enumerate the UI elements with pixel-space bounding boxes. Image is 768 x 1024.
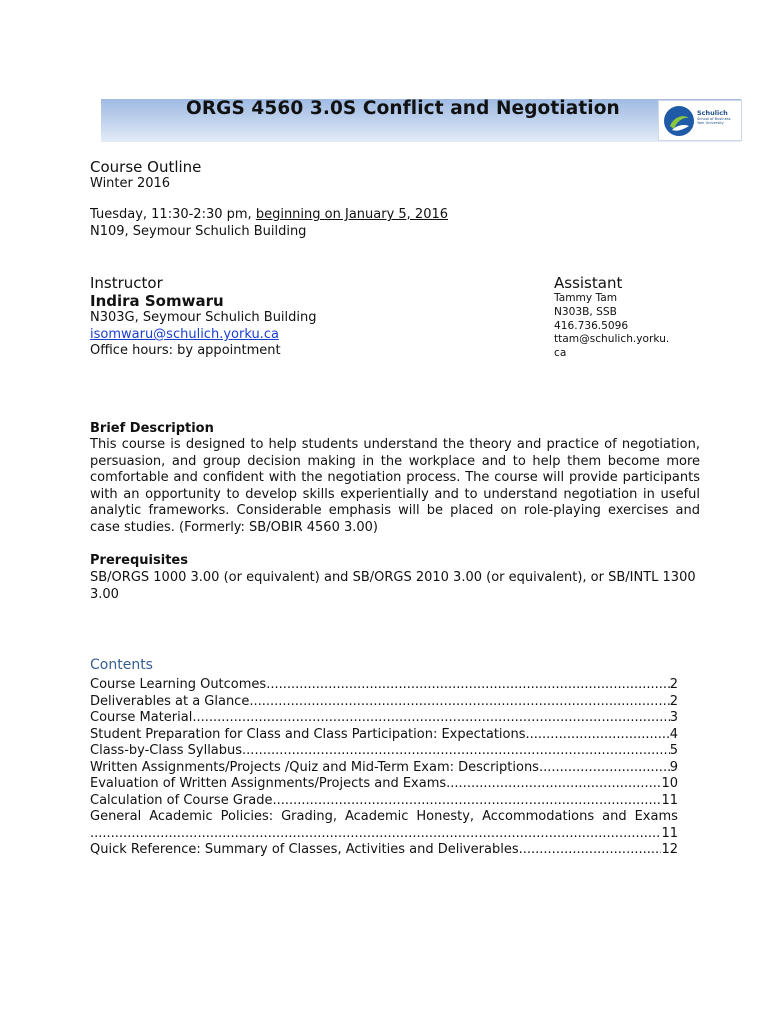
course-term: Winter 2016 xyxy=(90,176,171,191)
toc-item[interactable]: Student Preparation for Class and Class Participation: Expectations ..... 4 xyxy=(90,727,678,744)
assistant-heading: Assistant xyxy=(554,274,623,292)
course-title: ORGS 4560 3.0S Conflict and Negotiation xyxy=(186,98,620,119)
description-heading: Brief Description xyxy=(90,421,214,436)
schedule-prefix: Tuesday, 11:30-2:30 pm, xyxy=(90,207,256,222)
assistant-email-line1: ttam@schulich.yorku. xyxy=(554,333,670,346)
prerequisites-text: SB/ORGS 1000 3.00 (or equivalent) and SB/ORGS 2010 3.00 (or equivalent), or SB/INTL 1300 3.00 xyxy=(90,570,696,602)
instructor-heading: Instructor xyxy=(90,274,163,292)
assistant-email-line2: ca xyxy=(554,347,567,360)
toc-item[interactable]: Calculation of Course Grade ..... 11 xyxy=(90,793,678,810)
instructor-hours: Office hours: by appointment xyxy=(90,343,281,358)
assistant-details xyxy=(554,292,684,361)
course-room: N109, Seymour Schulich Building xyxy=(90,224,307,239)
logo-name: Schulich xyxy=(697,109,728,117)
schedule-start: beginning on January 5, 2016 xyxy=(255,207,449,222)
toc-item[interactable]: Quick Reference: Summary of Classes, Activities and Deliverables ..... 12 xyxy=(90,842,678,859)
logo-sub-university: York University xyxy=(697,121,724,126)
contents-heading: Contents xyxy=(90,657,153,673)
schulich-swoosh-icon xyxy=(662,104,696,138)
schulich-logo xyxy=(658,100,742,141)
logo-sub-school: School of Business xyxy=(697,116,731,121)
table-of-contents xyxy=(90,677,678,859)
toc-item[interactable]: Evaluation of Written Assignments/Projects and Exams ..... 10 xyxy=(90,776,678,793)
toc-item[interactable]: Deliverables at a Glance ..... 2 xyxy=(90,694,678,711)
toc-item[interactable]: Written Assignments/Projects /Quiz and Mid-Term Exam: Descriptions ..... 9 xyxy=(90,760,678,777)
assistant-phone: 416.736.5096 xyxy=(554,319,629,332)
assistant-name: Tammy Tam xyxy=(554,292,618,304)
assistant-office: N303B, SSB xyxy=(554,305,617,318)
description-text: This course is designed to help students understand the theory and practice of negotiation, persuasion, and group decision making in the workplace and to help them become more comfortable and confident with the negotiation process. The course will provide participants with an opportunity to develop skills experientially and to understand negotiation in useful analytic frameworks. Considerable emphasis will be placed on role-playing exercises and case studies. (Formerly: SB/OBIR 4560 3.00) xyxy=(90,437,700,535)
toc-item[interactable]: Course Material ..... 3 xyxy=(90,710,678,727)
toc-item[interactable]: Class-by-Class Syllabus ..... 5 xyxy=(90,743,678,760)
instructor-name: Indira Somwaru xyxy=(90,292,224,310)
toc-item-wrapped[interactable]: General Academic Policies: Grading, Academic Honesty, Accommodations and Exams ..... 11 xyxy=(90,809,678,842)
toc-item[interactable]: Course Learning Outcomes ..... 2 xyxy=(90,677,678,694)
instructor-email-link[interactable]: isomwaru@schulich.yorku.ca xyxy=(90,327,279,342)
course-schedule xyxy=(90,207,448,224)
instructor-office: N303G, Seymour Schulich Building xyxy=(90,310,317,325)
course-outline-label: Course Outline xyxy=(90,158,202,176)
prerequisites-heading: Prerequisites xyxy=(90,553,188,568)
